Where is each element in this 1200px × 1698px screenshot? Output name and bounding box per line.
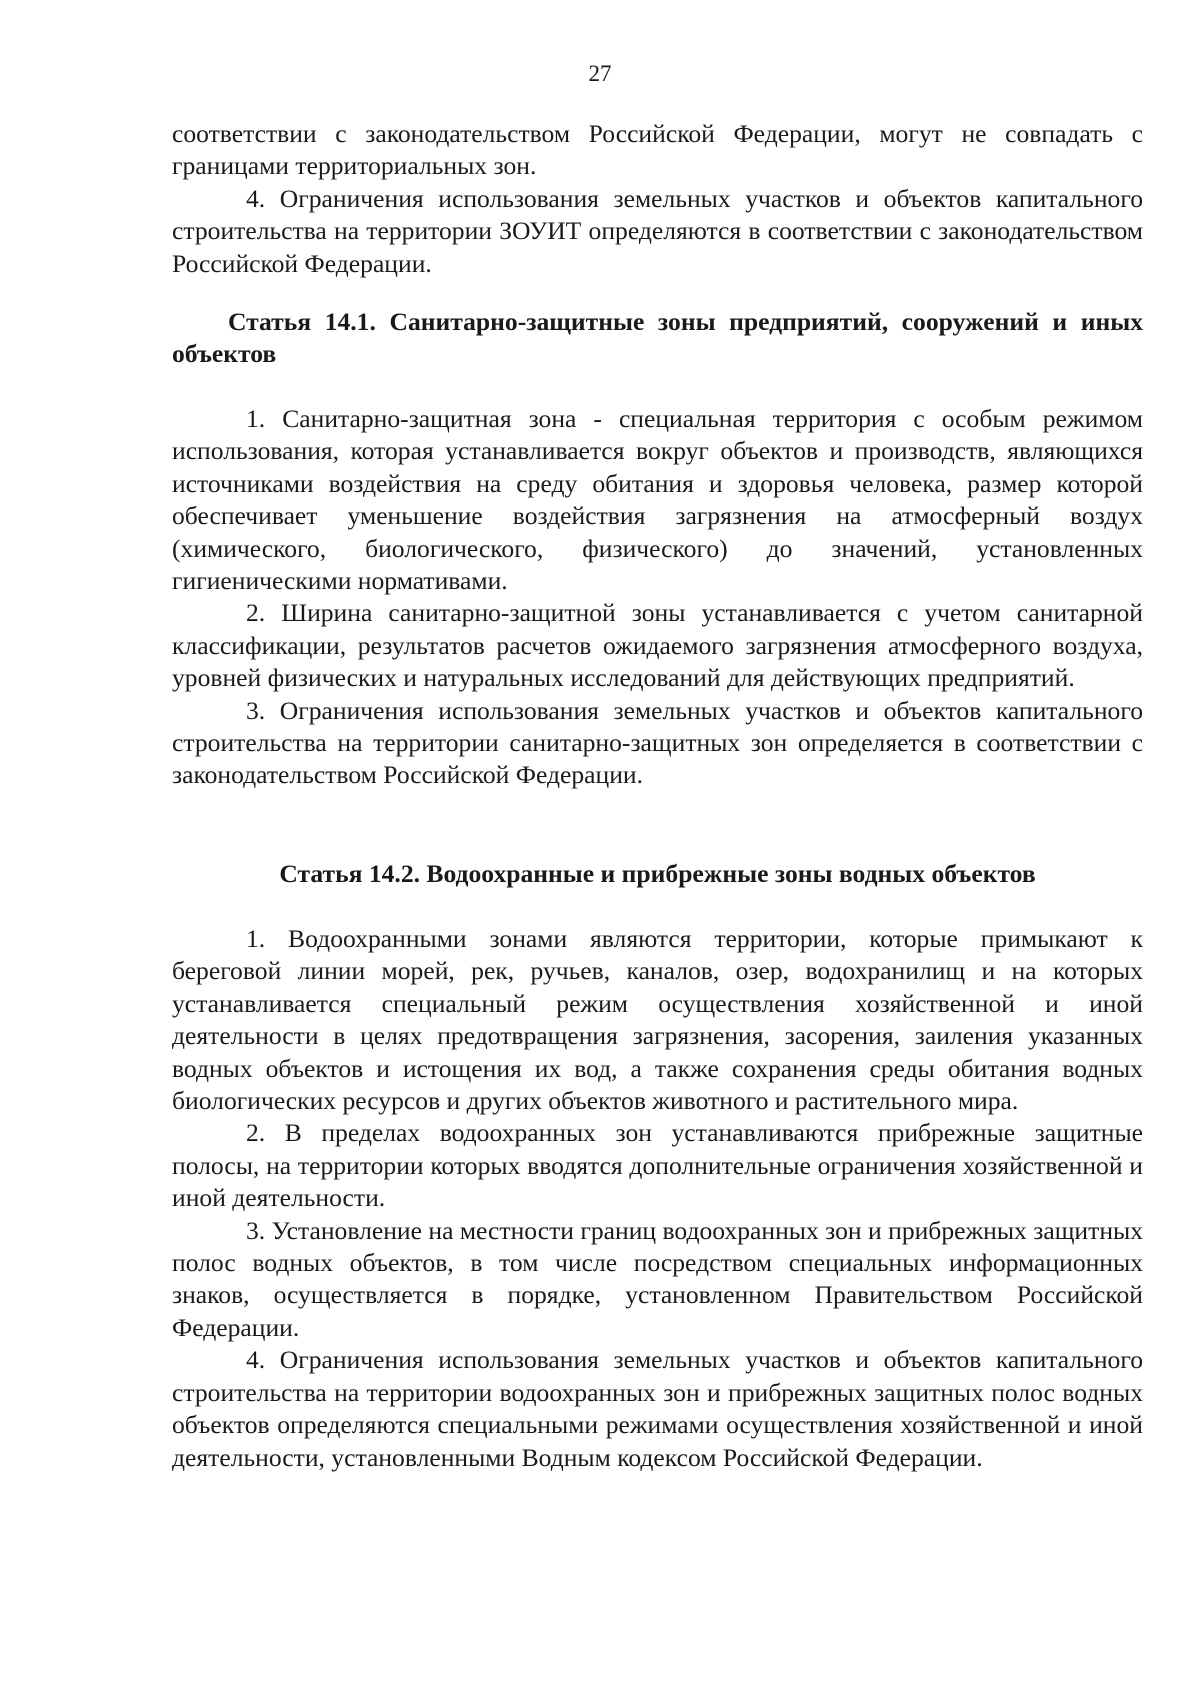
article-14-2-heading-block xyxy=(172,858,1143,890)
article-14-1-paragraph-1: 1. Санитарно-защитная зона - специальная территория с особым режимом использования, которая устанавливается вокруг объектов и производств, являющихся источниками воздействия на среду обитания и здоровья человека, размер которой обеспечивает уменьшение воздействия загрязнения на атмосферный воздух (химического, биологического, физического) до значений, установленных гигиеническими нормативами. xyxy=(172,404,1143,596)
article-14-1-heading-block xyxy=(172,306,1143,371)
article-14-1-body xyxy=(172,403,1143,792)
intro-section xyxy=(172,118,1143,280)
page-number: 27 xyxy=(588,61,612,86)
article-14-2-paragraph-1: 1. Водоохранными зонами являются территории, которые примыкают к береговой линии морей, рек, ручьев, каналов, озер, водохранилищ и на которых устанавливается специальный режим осуществления хозяйственной и иной деятельности в целях предотвращения загрязнения, засорения, заиления указанных водных объектов и истощения их вод, а также сохранения среды обитания водных биологических ресурсов и других объектов животного и растительного мира. xyxy=(172,924,1143,1116)
article-14-2-paragraph-2: 2. В пределах водоохранных зон устанавливаются прибрежные защитные полосы, на территории которых вводятся дополнительные ограничения хозяйственной и иной деятельности. xyxy=(172,1118,1143,1213)
article-14-1-paragraph-2: 2. Ширина санитарно-защитной зоны устанавливается с учетом санитарной классификации, результатов расчетов ожидаемого загрязнения атмосферного воздуха, уровней физических и натуральных исследований для действующих предприятий. xyxy=(172,598,1143,693)
article-14-2-paragraph-3: 3. Установление на местности границ водоохранных зон и прибрежных защитных полос водных объектов, в том числе посредством специальных информационных знаков, осуществляется в порядке, установленном Правительством Российской Федерации. xyxy=(172,1215,1144,1342)
article-14-1-paragraph-3: 3. Ограничения использования земельных участков и объектов капитального строительства на территории санитарно-защитных зон определяется в соответствии с законодательством Российской Федерации. xyxy=(172,695,1143,790)
article-14-2-heading: Статья 14.2. Водоохранные и прибрежные зоны водных объектов xyxy=(279,859,1036,888)
paragraph-item-4: 4. Ограничения использования земельных участков и объектов капитального строительства на территории ЗОУИТ определяются в соответствии с законодательством Российской Федерации. xyxy=(172,183,1143,278)
article-14-1-heading: Статья 14.1. Санитарно-защитные зоны предприятий, сооружений и иных объектов xyxy=(172,307,1143,369)
paragraph-continuation: соответствии с законодательством Российской Федерации, могут не совпадать с границами территориальных зон. xyxy=(172,119,1143,181)
article-14-2-paragraph-4: 4. Ограничения использования земельных участков и объектов капитального строительства на территории водоохранных зон и прибрежных защитных полос водных объектов определяются специальными режимами осуществления хозяйственной и иной деятельности, установленными Водным кодексом Российской Федерации. xyxy=(172,1345,1143,1472)
article-14-2-body xyxy=(172,923,1143,1474)
